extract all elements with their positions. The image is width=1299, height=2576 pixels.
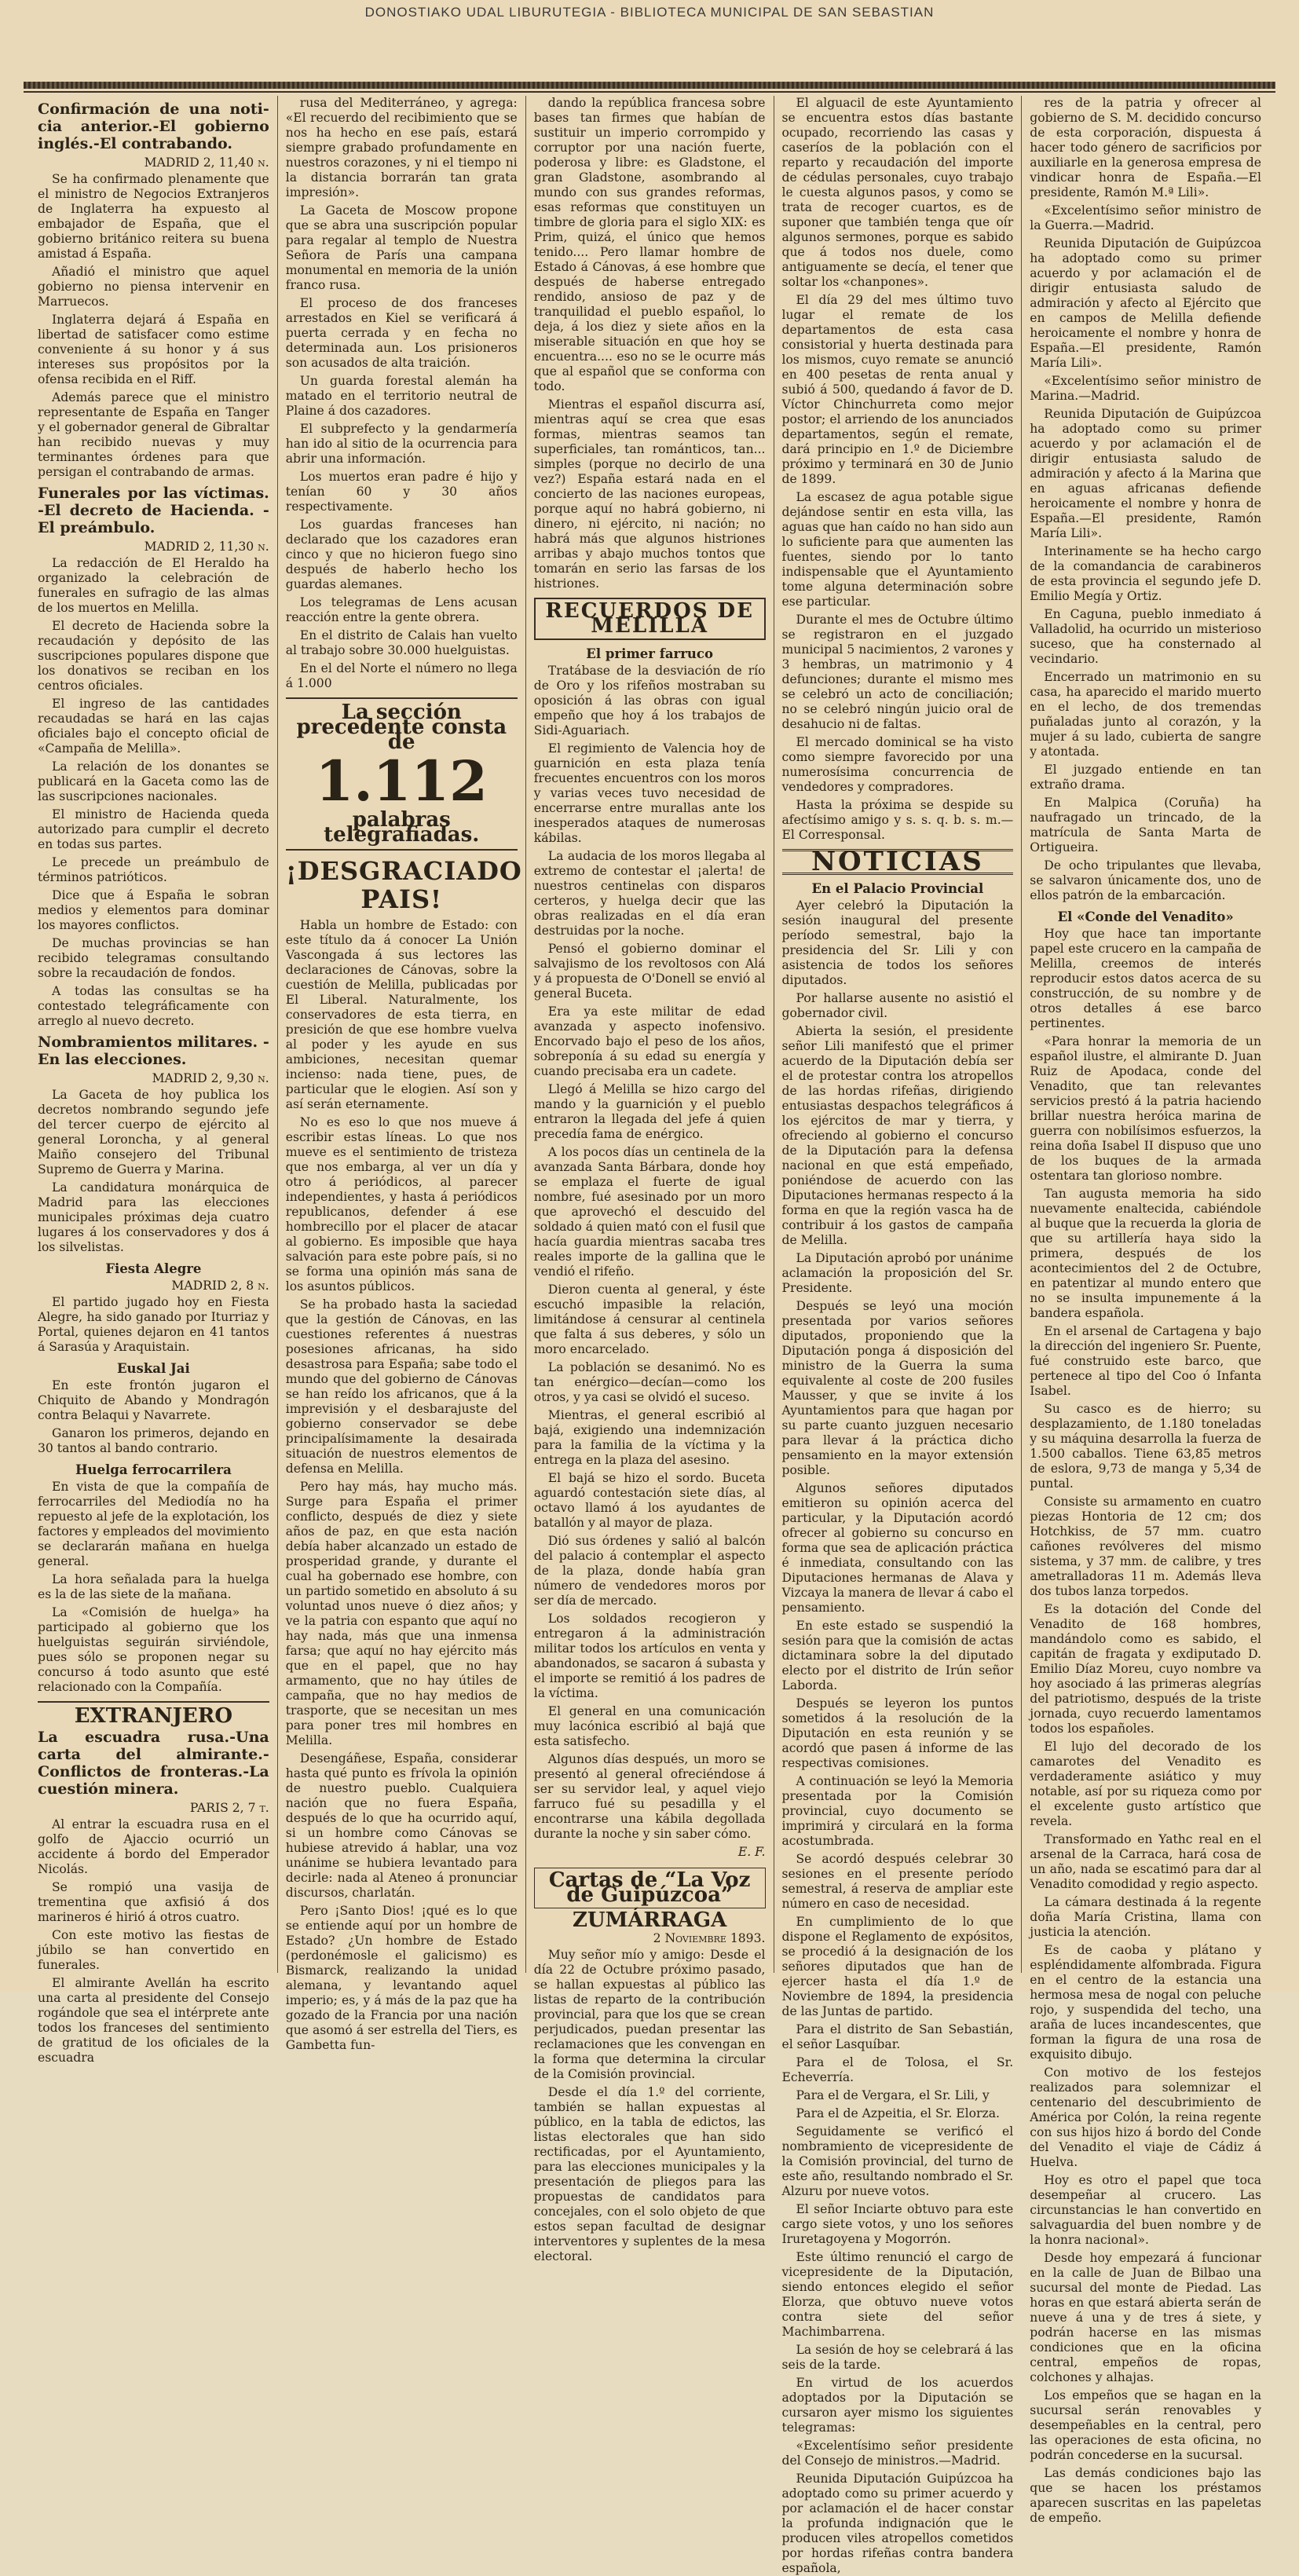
paragraph: La «Comisión de huelga» ha participado al gobierno que los huelguistas seguirán sirviéndole, pues sólo se proponen negar su concurso á todo asunto que esté relacionado con la Compañía. [38, 1605, 269, 1694]
column-3 [526, 96, 774, 2263]
paragraph: Desengáñese, España, considerar hasta qué punto es frívola la opinión de nuestro pueblo. Cualquiera nación que no fuera España, después de lo que ha ocurrido aquí, si un hombre como Cánovas se hubiese atrevido á hablar, una voz unánime se hubiera levantado para decirle: nada al Ateneo á pronunciar discursos, charlatán. [285, 1751, 518, 1900]
paragraph: El juzgado entiende en tan extraño drama. [1030, 763, 1261, 792]
top-ornament-rule [24, 82, 1275, 89]
paragraph: En vista de que la compañía de ferrocarriles del Mediodía no ha repuesto al jefe de la explotación, los factores y empleados del movimiento se declararán mañana en huelga general. [38, 1480, 269, 1568]
paragraph: A continuación se leyó la Memoria presentada por la Comisión provincial, cuyo documento se imprimirá y circulará en la forma acostumbrada. [781, 1774, 1014, 1848]
paragraph: Se ha confirmado plenamente que el ministro de Negocios Extranjeros de Inglaterra ha expuesto al embajador de España, que el gobierno británico reitera su buena amistad á España. [38, 172, 269, 261]
paragraph: El almirante Avellán ha escrito una carta al presidente del Consejo rogándole que sea el intérprete ante todos los franceses del sentimiento de gratitud de los oficiales de la escuadra [38, 1976, 269, 2065]
paragraph: Transformado en Yathc real en el arsenal de la Carraca, hará cosa de un año, nada se escatimó para dar al Venadito comodidad y regio aspecto. [1030, 1832, 1261, 1891]
paragraph: El lujo del decorado de los camarotes del Venadito es verdaderamente asiático y muy notable, así por su riqueza como por el excelente gusto artístico que revela. [1030, 1740, 1261, 1828]
paragraph: Tan augusta memoria ha sido nuevamente enaltecida, cabiéndole al buque que la recuerda la gloria de que su artillería haya sido la primera, después de los acontecimientos del 2 de Octubre, en patentizar al mundo entero que no se insulta impunemente á la bandera española. [1030, 1187, 1261, 1320]
paragraph: Abierta la sesión, el presidente señor Lili manifestó que el primer acuerdo de la Diputación debía ser el de protestar contra los atropellos de las hordas rifeñas, dirigiendo entusiastas despachos telegráficos á los ejércitos de mar y tierra, y ofreciendo al gobierno el concurso de la Diputación para la defensa nacional en que está empeñado, poniéndose de acuerdo con las Diputaciones hermanas respecto á la forma en que la región vasca ha de contribuir á los gastos de campaña de Melilla. [781, 1024, 1014, 1247]
paragraph: En Malpica (Coruña) ha naufragado un trincado, de la matrícula de Santa Marta de Ortigueira. [1030, 796, 1261, 854]
paragraph: El partido jugado hoy en Fiesta Alegre, ha sido ganado por Iturriaz y Portal, quienes dejaron en 41 tantos á Sarasúa y Araquistain. [38, 1295, 269, 1354]
paragraph: En este estado se suspendió la sesión para que la comisión de actas dictaminara sobre la del diputado electo por el distrito de Irún señor Laborda. [781, 1619, 1014, 1692]
paragraph: A los pocos días un centinela de la avanzada Santa Bárbara, donde hoy se emplaza el fuerte de igual nombre, fué asesinado por un moro que aprovechó el descuido del soldado á quien mató con el fusil que hacía guardia mientras sacaba tres reales importe de la gallina que le vendió el rifeño. [533, 1145, 766, 1279]
word-count-heading: La sección precedente consta de [296, 701, 507, 754]
paragraph: Dice que á España le sobran medios y elementos para dominar los mayores conflictos. [38, 888, 269, 932]
paragraph: dando la república francesa sobre bases tan firmes que habían de sustituir un imperio corrompido y corruptor por una nación fuerte, poderosa y libre: es Gladstone, el gran Gladstone, asombrando al mundo con sus grandes reformas, esas reformas que constituyen un timbre de gloria para el siglo XIX: es Prim, quizá, el único que hemos tenido.... Pero llamar hombre de Estado á Cánovas, á ese hombre que después de haberse entregado rendido, ansioso de paz y de tranquilidad el pueblo español, lo deja, á los diez y siete años en la miserable situación en que hoy se encuentra.... eso no se le ocurre más que al español que se conforma con todo. [533, 96, 766, 393]
paragraph: La Gaceta de Moscow propone que se abra una suscripción popular para regalar al templo de Nuestra Señora de París una campana monumental en memoria de la unión franco rusa. [285, 203, 518, 292]
subheadline: Fiesta Alegre [105, 1261, 202, 1276]
paragraph: La población se desanimó. No es tan enérgico—decían—como los otros, y ya casi se olvidó el suceso. [533, 1360, 766, 1404]
place-heading: ZUMÁRRAGA [572, 1908, 727, 1932]
paragraph: El general en una comunicación muy lacónica escribió al bajá que esta satisfecho. [533, 1704, 766, 1748]
dateline: MADRID 2, 11,40 n. [144, 156, 269, 170]
signature: E. F. [737, 1845, 766, 1859]
paragraph: Se rompió una vasija de trementina que axfisió á dos marineros é hirió á otros cuatro. [38, 1880, 269, 1924]
paragraph: Muy señor mío y amigo: Desde el día 22 de Octubre próximo pasado, se hallan expuestas al público las listas de reparto de la contribución provincial, para que los que se crean perjudicados, puedan presentar las reclamaciones que les convengan en la forma que determina la circular de la Comisión provincial. [533, 1948, 766, 2081]
paragraph: Se acordó después celebrar 30 sesiones en el presente período semestral, á reserva de ampliar este número en caso de necesidad. [781, 1852, 1014, 1911]
paragraph: Su casco es de hierro; su desplazamiento, de 1.180 toneladas y su máquina desarrolla la fuerza de 1.500 caballos. Tiene 63,85 metros de eslora, 9,73 de manga y 5,34 de puntal. [1030, 1402, 1261, 1491]
paragraph: El día 29 del mes último tuvo lugar el remate de los departamentos de esta casa consistorial y huerta destinada para los mismos, cuyo remate se anunció en 400 pesetas de renta anual y subió á 500, quedando á favor de D. Víctor Chinchurreta como mejor postor; el arriendo de los anunciados departamentos, según el remate, dará principio en 1.º de Diciembre próximo y terminará en 30 de Junio de 1899. [781, 293, 1014, 486]
section-rule [286, 849, 518, 851]
paragraph: Reunida Diputación Guipúzcoa ha adoptado como su primer acuerdo y por aclamación el de hacer constar la profunda indignación que le producen viles atropellos cometidos por hordas rifeñas contra bandera española, [781, 2472, 1014, 2575]
subheadline: En el Palacio Provincial [811, 881, 984, 896]
paragraph: Además parece que el ministro representante de España en Tanger y el gobernador general de Gibraltar han recibido nuevas y muy terminantes órdenes para que persigan el contrabando de armas. [38, 390, 269, 479]
headline: La escuadra rusa.-Una carta del almirante.-Conflictos de fronteras.-La cuestión minera. [38, 1729, 269, 1798]
paragraph: Hoy es otro el papel que toca desempeñar al crucero. Las circunstancias le han convertido en salvaguardia del buen nombre y de la honra nacional». [1030, 2173, 1261, 2247]
paragraph: En virtud de los acuerdos adoptados por la Diputación se cursaron ayer mismo los siguientes telegramas: [781, 2376, 1014, 2435]
paragraph: «Excelentísimo señor ministro de Marina.—Madrid. [1030, 374, 1261, 403]
paragraph: Después se leyeron los puntos sometidos á la resolución de la Diputación en esta reunión y se acordó que pasen á informe de las respectivas comisiones. [781, 1696, 1014, 1770]
paragraph: rusa del Mediterráneo, y agrega: «El recuerdo del recibimiento que se nos ha hecho en ese país, estará siempre grabado profundamente en nuestros corazones, y ni el tiempo ni la distancia borrarán tan grata impresión». [285, 96, 518, 199]
paragraph: Tratábase de la desviación de río de Oro y los rifeños mostraban su oposición á las obras con igual empeño que hoy á los trabajos de Sidi-Aguariach. [533, 664, 766, 737]
paragraph: Los muertos eran padre é hijo y tenían 60 y 30 años respectivamente. [285, 470, 518, 514]
paragraph: Inglaterra dejará á España en libertad de satisfacer como estime conveniente á su honor y á sus intereses sus propósitos por la ofensa recibida en el Riff. [38, 313, 269, 386]
paragraph: La audacia de los moros llegaba al extremo de contestar el ¡alerta! de nuestros centinelas con disparos certeros, y huelga decir que las obras realizadas en el día eran destruidas por la noche. [533, 849, 766, 938]
subheadline: Euskal Jai [116, 1361, 190, 1376]
paragraph: El ministro de Hacienda queda autorizado para cumplir el decreto en todas sus partes. [38, 807, 269, 851]
paragraph: Dieron cuenta al general, y éste escuchó impasible la relación, limitándose á censurar al centinela que falta á sus deberes, y sólo un moro encarcelado. [533, 1283, 766, 1356]
paragraph: Algunos días después, un moro se presentó al general ofreciéndose á ser su servidor leal, y aquel viejo farruco fué su pesadilla y el encontrarse una kábila degollada durante la noche y sin saber cómo. [533, 1752, 766, 1841]
paragraph: Llegó á Melilla se hizo cargo del mando y la guarnición y el pueblo entraron la llegada del jefe á quien precedía fama de enérgico. [533, 1082, 766, 1141]
section-rule [38, 1701, 269, 1703]
dateline: MADRID 2, 11,30 n. [144, 540, 269, 554]
paragraph: Para el de Azpeitia, el Sr. Elorza. [796, 2106, 1000, 2120]
paragraph: Encerrado un matrimonio en su casa, ha aparecido el marido muerto en el lecho, de dos tremendas puñaladas junto al corazón, y la mujer á su lado, cubierta de sangre y atontada. [1030, 670, 1261, 759]
paragraph: Reunida Diputación de Guipúzcoa ha adoptado como su primer acuerdo y por aclamación el de dirigir entusiasta saludo de admiración y afecto á la Marina que en aguas africanas defiende heroicamente el nombre y honra de España.—El presidente, Ramón María Lili». [1030, 407, 1261, 540]
paragraph: El mercado dominical se ha visto como siempre favorecido por una numerosísima concurrencia de vendedores y compradores. [781, 735, 1014, 794]
paragraph: «Excelentísimo señor ministro de la Guerra.—Madrid. [1030, 203, 1261, 232]
paragraph: Le precede un preámbulo de términos patrióticos. [38, 855, 269, 884]
paragraph: De muchas provincias se han recibido telegramas consultando sobre la recaudación de fondos. [38, 936, 269, 980]
paragraph: En este frontón jugaron el Chiquito de Abando y Mondragón contra Belaqui y Navarrete. [38, 1378, 269, 1422]
paragraph: Al entrar la escuadra rusa en el golfo de Ajaccio ocurrió un accidente á bordo del Emperador Nicolás. [38, 1817, 269, 1876]
dateline: MADRID 2, 8 n. [171, 1279, 269, 1293]
paragraph: Consiste su armamento en cuatro piezas Hontoria de 12 cm; dos Hotchkiss, de 57 mm. cuatro cañones revólveres del mismo sistema, y 37 mm. de calibre, y tres ametralladoras 11 m. Además lleva dos tubos lanza torpedos. [1030, 1495, 1261, 1598]
paragraph: Algunos señores diputados emitieron su opinión acerca del particular, y la Diputación acordó ofrecer al gobierno su concurso en forma que sea de aplicación práctica é inmediata, consultando con las Diputaciones hermanas de Alava y Vizcaya la manera de llevar á cabo el pensamiento. [781, 1481, 1014, 1615]
dateline: 2 Noviembre 1893. [653, 1931, 766, 1945]
paragraph: Para el de Tolosa, el Sr. Echeverría. [781, 2055, 1014, 2084]
paragraph: El regimiento de Valencia hoy de guarnición en esta plaza tenía frecuentes encuentros con los moros y varias veces tuvo necesidad de encerrarse entre murallas ante los inesperados ataques de numerosas kábilas. [533, 741, 766, 845]
paragraph: Habla un hombre de Estado: con este título da á conocer La Unión Vascongada á sus lectores las declaraciones de Cánovas, sobre la cuestión de Melilla, publicadas por El Liberal. Naturalmente, los conservadores de esta tierra, en presición de que ese hombre vuelva al poder y les ayude en sus ambiciones, necesitan quemar incienso: nada tiene, pues, de particular que le elogien. Así son y así serán eternamente. [285, 918, 518, 1111]
paragraph: Pero hay más, hay mucho más. Surge para España el primer conflicto, después de diez y siete años de paz, en que esta nación debía haber alcanzado un estado de prosperidad grande, y durante el cual ha gobernado ese hombre, con un partido sometido en absoluto á su voluntad unos nueve ó diez años; y ve la patria con espanto que aquí no hay nada, más que una inmensa farsa; que aquí no hay ejército más que en el papel, que no hay armamento, que no hay útiles de campaña, que no hay medios de trasporte, que se necesitan un mes para poner tres mil hombres en Melilla. [285, 1480, 518, 1747]
paragraph: Hasta la próxima se despide su afectísimo amigo y s. s. q. b. s. m.—El Corresponsal. [781, 798, 1014, 842]
paragraph: A todas las consultas se ha contestado telegráficamente con arreglo al nuevo decreto. [38, 984, 269, 1028]
paragraph: En el arsenal de Cartagena y bajo la dirección del ingeniero Sr. Puente, fué construido este barco, que pertenece al tipo del Coo ó Infanta Isabel. [1030, 1324, 1261, 1398]
paragraph: La redacción de El Heraldo ha organizado la celebración de funerales en sufragio de las almas de los muertos en Melilla. [38, 556, 269, 615]
paragraph: De ocho tripulantes que llevaba, se salvaron únicamente dos, uno de ellos patrón de la embarcación. [1030, 858, 1261, 902]
subheadline: Huelga ferrocarrilera [75, 1462, 232, 1477]
section-title: Cartas de “La Voz de Guipúzcoa” [534, 1868, 766, 1908]
paragraph: La Diputación aprobó por unánime aclamación la proposición del Sr. Presidente. [781, 1251, 1014, 1295]
paragraph: El alguacil de este Ayuntamiento se encuentra estos días bastante ocupado, recorriendo las casas y caseríos de la población con el reparto y recaudación del importe de cédulas personales, cuyo trabajo le cuesta algunos pasos, y como se trata de recoger cuartos, es de suponer que también tenga que oír algunos sermones, porque es sabido que á todos nos duele, como antiguamente se decía, el tener que soltar los «chanpones». [781, 96, 1014, 289]
word-count-caption: palabras telegrafiadas. [324, 808, 480, 847]
article-title: ¡DESGRACIADO PAIS! [285, 856, 522, 914]
paragraph: El subprefecto y la gendarmería han ido al sitio de la ocurrencia para abrir una información. [285, 422, 518, 466]
paragraph: El proceso de dos franceses arrestados en Kiel se verificará á puerta cerrada y en fecha no determinada aun. Los prisioneros son acusados de alta traición. [285, 296, 518, 370]
dateline: PARIS 2, 7 t. [189, 1801, 269, 1815]
paragraph: Se ha probado hasta la saciedad que la gestión de Cánovas, en las cuestiones referentes á nuestras posesiones africanas, ha sido desastrosa para España; sabe todo el mundo que del gobierno de Cánovas se han reído los africanos, que á la imprevisión y el desbarajuste del gobierno conservador se debe principalísimamente la desairada situación de nuestros elementos de defensa en Melilla. [285, 1297, 518, 1476]
dateline: MADRID 2, 9,30 n. [152, 1071, 269, 1085]
section-title: EXTRANJERO [74, 1704, 232, 1728]
word-count-number: 1.112 [315, 748, 488, 814]
paragraph: Desde el día 1.º del corriente, también se hallan expuestas al público, en la tabla de edictos, las listas electorales que han sido rectificadas, por el Ayuntamiento, para las elecciones municipales y la presentación de pliegos para las propuestas de candidatos para concejales, con el solo objeto de que estos sepan facultad de designar interventores y suplentes de la mesa electoral. [533, 2085, 766, 2263]
column-4 [774, 96, 1022, 2575]
paragraph: Ganaron los primeros, dejando en 30 tantos al bando contrario. [38, 1426, 269, 1455]
column-2 [278, 96, 525, 2052]
column-1 [30, 96, 277, 2065]
paragraph: Este último renunció el cargo de vicepresidente de la Diputación, siendo entonces elegido el señor Elorza, que obtuvo nueve votos contra siete del señor Machimbarrena. [781, 2250, 1014, 2339]
headline: Nombramientos militares. -En las elecciones. [38, 1034, 269, 1068]
paragraph: Interinamente se ha hecho cargo de la comandancia de carabineros de esta provincia el segundo jefe D. Emilio Megía y Ortiz. [1030, 544, 1261, 603]
paragraph: En el distrito de Calais han vuelto al trabajo sobre 30.000 huelguistas. [285, 628, 518, 657]
paragraph: Era ya este militar de edad avanzada y aspecto inofensivo. Encorvado bajo el peso de los años, sobreponía á su edad su energía y cuando precisaba era un cadete. [533, 1004, 766, 1078]
paragraph: «Para honrar la memoria de un español ilustre, el almirante D. Juan Ruiz de Apodaca, conde del Venadito, que tan relevantes servicios prestó á la patria haciendo brillar nuestra heróica marina de guerra con nobilísimos esfuerzos, la reina doña Isabel II dispuso que uno de los buques de la armada ostentara tan glorioso nombre. [1030, 1034, 1261, 1183]
paragraph: La candidatura monárquica de Madrid para las elecciones municipales próximas deja cuatro lugares á los conservadores y dos á los silvelistas. [38, 1180, 269, 1254]
paragraph: Ayer celebró la Diputación la sesión inaugural del presente período semestral, bajo la presidencia del Sr. Lili y con asistencia de todos los señores diputados. [781, 898, 1014, 987]
paragraph: Para el de Vergara, el Sr. Lili, y [796, 2088, 990, 2102]
paragraph: Es la dotación del Conde del Venadito de 168 hombres, mandándolo como es sabido, el capitán de fragata y exdiputado D. Emilio Díaz Moreu, cuyo nombre va hoy asociado á las primeras alegrías del patriotismo, después de la triste jornada, cuyo recuerdo lamentamos todos los españoles. [1030, 1602, 1261, 1736]
archive-header: DONOSTIAKO UDAL LIBURUTEGIA - BIBLIOTECA MUNICIPAL DE SAN SEBASTIAN [364, 5, 935, 20]
paragraph: Mientras el español discurra así, mientras aquí se crea que esas formas, mientras seamos tan superficiales, tan románticos, tan... simples (porque no decirlo de una vez?) España estará nada en el concierto de las naciones europeas, porque aquí no habrá gobierno, ni dinero, ni ejército, ni nación; no habrá más que algunos histriones arribas y abajo muchos tontos que tomarán en serio las farsas de los histriones. [533, 397, 766, 591]
paragraph: Hoy que hace tan importante papel este crucero en la campaña de Melilla, creemos de interés reproducir estos datos acerca de su construcción, de su nombre y de otros detalles á ese barco pertinentes. [1030, 927, 1261, 1030]
section-title: NOTICIAS [782, 849, 1014, 875]
paragraph: Reunida Diputación de Guipúzcoa ha adoptado como su primer acuerdo y por aclamación el de dirigir entusiasta saludo de admiración y afecto al Ejército que en campos de Melilla defiende heroicamente el nombre y honra de España.—El presidente, Ramón María Lili». [1030, 236, 1261, 370]
paragraph: Después se leyó una moción presentada por varios señores diputados, proponiendo que la Diputación ponga á disposición del ministro de la Guerra la suma equivalente al coste de 200 fusiles Mausser, y que se invite á los Ayuntamientos para que hagan por su parte cuanto juzguen necesario para llevar á la práctica dicho pensamiento en la mayor extensión posible. [781, 1299, 1014, 1477]
paragraph: La hora señalada para la huelga es la de las siete de la mañana. [38, 1572, 269, 1601]
paragraph: «Excelentísimo señor presidente del Consejo de ministros.—Madrid. [781, 2439, 1014, 2468]
paragraph: Pensó el gobierno dominar el salvajismo de los revoltosos con Alá y á propuesta de O'Donell se envió al general Buceta. [533, 942, 766, 1001]
paragraph: Los guardas franceses han declarado que los cazadores eran cinco y que no hicieron fuego sino después de haberlo hecho los guardas alemanes. [285, 518, 518, 591]
paragraph: Para el distrito de San Sebastián, el señor Lasquíbar. [781, 2022, 1014, 2051]
paragraph: En el del Norte el número no llega á 1.000 [285, 661, 518, 690]
paragraph: El decreto de Hacienda sobre la recaudación y depósito de las suscripciones populares dispone que los donativos se reciban en los centros oficiales. [38, 619, 269, 693]
paragraph: Desde hoy empezará á funcionar en la calle de Juan de Bilbao una sucursal del monte de Piedad. Las horas en que estará abierta serán de nueve á una y de tres á siete, y podrán hacerse en las mismas condiciones que en la oficina central, empeños de ropas, colchones y alhajas. [1030, 2251, 1261, 2384]
paragraph: El señor Inciarte obtuvo para este cargo siete votos, y uno los señores Iruretagoyena y Mogorrón. [781, 2202, 1014, 2246]
paragraph: Dió sus órdenes y salió al balcón del palacio á contemplar el aspecto de la plaza, donde había gran número de vendedores moros por ser día de mercado. [533, 1534, 766, 1608]
subheadline: El «Conde del Venadito» [1057, 909, 1234, 924]
paragraph: Pero ¡Santo Dios! ¡qué es lo que se entiende aquí por un hombre de Estado? ¿Un hombre de Estado (perdonémosle el galicismo) es Bismarck, realizando la unidad alemana, y levantando aquel imperio; es, y á más de la paz que ha gozado de la Francia por una nación que asomó á ser estrella del Tiers, es Gambetta fun- [285, 1904, 518, 2052]
paragraph: Mientras, el general escribió al bajá, exigiendo una indemnización para la familia de la víctima y la entrega en la plaza del asesino. [533, 1408, 766, 1467]
paragraph: En Caguna, pueblo inmediato á Valladolid, ha ocurrido un misterioso suceso, que ha consternado al vecindario. [1030, 607, 1261, 666]
columns [30, 96, 1269, 2575]
paragraph: La sesión de hoy se celebrará á las seis de la tarde. [781, 2343, 1014, 2372]
paragraph: Por hallarse ausente no asistió el gobernador civil. [781, 991, 1014, 1020]
paragraph: La relación de los donantes se publicará en la Gaceta como las de las suscripciones nacionales. [38, 759, 269, 803]
paragraph: Seguidamente se verificó el nombramiento de vicepresidente de la Comisión provincial, del turno de este año, resultando nombrado el Sr. Alzuru por nueve votos. [781, 2124, 1014, 2198]
subheadline: El primer farruco [586, 646, 713, 661]
headline: Confirmación de una noti-cia anterior.-El gobierno inglés.-El contrabando. [38, 101, 269, 152]
paragraph: Añadió el ministro que aquel gobierno no piensa intervenir en Marruecos. [38, 265, 269, 309]
paragraph: Durante el mes de Octubre último se registraron en el juzgado municipal 5 nacimientos, 2 varones y 3 hembras, un matrimonio y 4 defunciones; durante el mismo mes se celebró un acto de conciliación; no se celebró ningún juicio oral de desahucio ni de faltas. [781, 613, 1014, 731]
top-rule [24, 91, 1275, 93]
paragraph: Con este motivo las fiestas de júbilo se han convertido en funerales. [38, 1928, 269, 1972]
paragraph: En cumplimiento de lo que dispone el Reglamento de expósitos, se procedió á la designación de los señores diputados que han de ejercer hasta el día 1.º de Noviembre de 1894, la presidencia de las Juntas de partido. [781, 1915, 1014, 2018]
paragraph: Con motivo de los festejos realizados para solemnizar el centenario del descubrimiento de América por Colón, la reina regente con sus hijos hizo á bordo del Conde del Venadito el viaje de Cádiz á Huelva. [1030, 2066, 1261, 2169]
paragraph: Los soldados recogieron y entregaron á la administración militar todos los artículos en venta y abandonados, se sacaron á subasta y el importe se remitió á los padres de la víctima. [533, 1612, 766, 1700]
section-title: RECUERDOS DE MELILLA [534, 598, 766, 640]
paragraph: res de la patria y ofrecer al gobierno de S. M. decidido concurso de esta corporación, dispuesta á hacer todo género de sacrificios por auxiliarle en la generosa empresa de vindicar honra de España.—El presidente, Ramón M.ª Lili». [1030, 96, 1261, 199]
paragraph: La escasez de agua potable sigue dejándose sentir en esta villa, las aguas que han caído no han sido aun lo suficiente para que aumenten las fuentes, siendo por lo tanto indispensable que el Ayuntamiento tome alguna determinación sobre ese particular. [781, 490, 1014, 609]
paragraph: Es de caoba y plátano y espléndidamente alfombrada. Figura en el centro de la estancia una hermosa mesa de nogal con peluche rojo, y suspendida del techo, una araña de luces incandescentes, que forman la figura de una rosa de exquisito dibujo. [1030, 1943, 1261, 2062]
paragraph: La Gaceta de hoy publica los decretos nombrando segundo jefe del tercer cuerpo de ejército al general Loroncha, y al general Maiño consejero del Tribunal Supremo de Guerra y Marina. [38, 1088, 269, 1176]
paragraph: No es eso lo que nos mueve á escribir estas líneas. Lo que nos mueve es el sentimiento de tristeza que nos embarga, al ver un día y otro á periódicos, al parecer independientes, y hasta á periódicos republicanos, defender á ese hombrecillo por el placer de atacar al gobierno. Es imposible que haya salvación para este pobre país, si no se forma una opinión más sana de los asuntos públicos. [285, 1115, 518, 1293]
paragraph: La cámara destinada á la regente doña María Cristina, llama con justicia la atención. [1030, 1895, 1261, 1939]
paragraph: Un guarda forestal alemán ha matado en el territorio neutral de Plaine á dos cazadores. [285, 374, 518, 418]
paragraph: Los empeños que se hagan en la sucursal serán renovables y desempeñables en la central, pero las operaciones de esta oficina, no podrán concederse en la sucursal. [1030, 2388, 1261, 2462]
headline: Funerales por las víctimas. -El decreto de Hacienda. -El preámbulo. [38, 485, 269, 536]
column-5 [1022, 96, 1269, 2525]
paragraph: El ingreso de las cantidades recaudadas se hará en las cajas oficiales bajo el concepto oficial de «Campaña de Melilla». [38, 697, 269, 756]
paragraph: Las demás condiciones bajo las que se hacen los préstamos aparecen suscritas en las papeletas de empeño. [1030, 2466, 1261, 2525]
paragraph: El bajá se hizo el sordo. Buceta aguardó contestación siete días, al octavo llamó á los ayudantes de batallón y al mayor de plaza. [533, 1471, 766, 1530]
paragraph: Los telegramas de Lens acusan reacción entre la gente obrera. [285, 595, 518, 624]
section-rule [286, 697, 518, 699]
